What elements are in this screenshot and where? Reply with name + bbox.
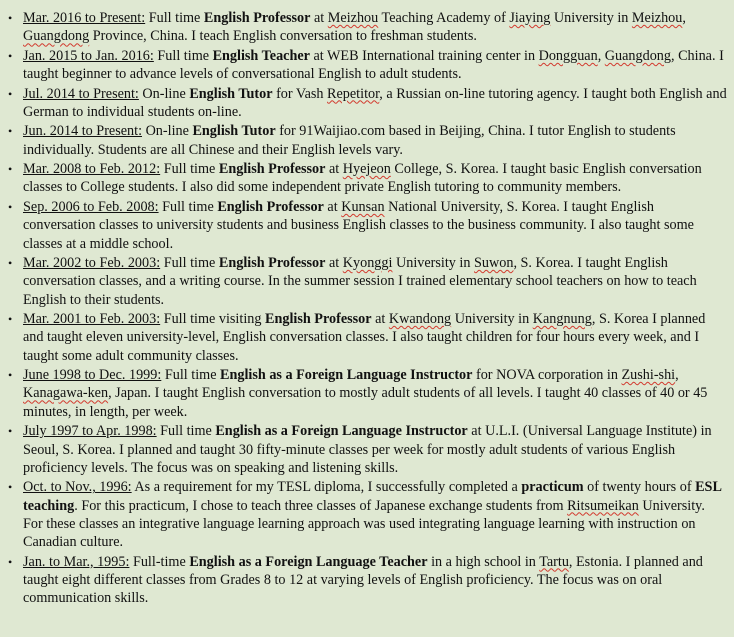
- entry-text: , Estonia. I planned and taught eight different classes from Grades 8 to 12 at varying levels of English proficiency. The focus was on oral communication skills.: [23, 553, 703, 607]
- bullet-icon: •: [8, 424, 13, 439]
- entry-date: Jun. 2014 to Present:: [23, 123, 143, 140]
- entry-text: Kangnung: [532, 311, 592, 328]
- list-item: [4, 366, 728, 421]
- entry-text: Meizhou: [327, 10, 379, 26]
- bullet-icon: •: [8, 48, 13, 63]
- entry-role: ESL teaching: [23, 479, 722, 514]
- entry-text: Kanagawa-ken: [23, 385, 109, 402]
- entry-text: at WEB International training center in: [309, 47, 539, 64]
- entry-role: English as a Foreign Language Teacher: [189, 553, 428, 570]
- entry-text: , S. Korea I planned and taught eleven university-level, English conversation classes. I also taught children for four hours every week, and I taught some adult community classes.: [23, 311, 706, 364]
- entry-text: National University, S. Korea. I taught English conversation classes to university students and business English classes to the business community. I also taught some classes at a middle school.: [23, 198, 694, 252]
- entry-role: English Professor: [203, 10, 311, 26]
- bullet-icon: •: [8, 368, 13, 383]
- entry-text: Kyonggi: [342, 254, 393, 271]
- entry-date: Sep. 2006 to Feb. 2008:: [23, 198, 159, 215]
- entry-text: Jiaying: [509, 10, 551, 26]
- list-item: [4, 47, 728, 84]
- entry-date: Mar. 2002 to Feb. 2003:: [23, 254, 161, 271]
- entry-role: English Professor: [218, 161, 326, 178]
- entry-text: for Vash: [272, 85, 328, 102]
- entry-text: Guangdong: [23, 28, 90, 45]
- bullet-icon: •: [8, 312, 13, 327]
- entry-text: at U.L.I. (Universal Language Institute) in Seoul, S. Korea. I planned and taught 30 fifty-minute classes per week for mostly adult students of various English proficiency levels. The focus was on speaking and listening skills.: [23, 423, 712, 476]
- entry-text: . For this practicum, I chose to teach three classes of Japanese exchange students from: [74, 497, 568, 514]
- entry-role: English Professor: [265, 311, 372, 328]
- entry-text: of twenty hours of: [583, 479, 696, 496]
- entry-text: Full time visiting: [160, 311, 265, 328]
- entry-text: Meizhou: [631, 10, 683, 26]
- list-item: [4, 478, 728, 551]
- entry-date: Oct. to Nov., 1996:: [23, 479, 132, 496]
- bullet-icon: •: [8, 199, 13, 214]
- entry-text: Full time: [161, 367, 221, 384]
- entry-text: Hyejeon: [342, 161, 391, 178]
- entry-text: ,: [675, 367, 679, 384]
- list-item: [4, 9, 728, 46]
- entry-role: English Professor: [217, 198, 324, 215]
- entry-text: , China. I taught beginner to advance levels of conversational English to adult students.: [23, 47, 724, 83]
- entry-text: Full time: [160, 161, 219, 178]
- entry-text: at: [325, 161, 343, 178]
- entry-text: On-line: [142, 123, 193, 140]
- entry-text: Guangdong: [604, 47, 671, 64]
- entry-text: Province, China. I teach English conversation to freshman students.: [89, 28, 477, 45]
- entry-text: Repetitor: [327, 85, 380, 102]
- bullet-icon: •: [8, 124, 13, 139]
- entry-text: College, S. Korea. I taught basic English conversation classes to College students. I also did some independent private English tutoring to community members.: [23, 161, 702, 196]
- entry-date: July 1997 to Apr. 1998:: [23, 423, 157, 440]
- entry-text: , a Russian on-line tutoring agency. I taught both English and German to individual students on-line.: [23, 85, 727, 120]
- entry-text: Kunsan: [341, 198, 385, 215]
- entry-text: Full time: [160, 254, 219, 271]
- entry-text: Full-time: [129, 553, 190, 570]
- entry-date: Jan. to Mar., 1995:: [23, 553, 130, 570]
- entry-role: English as a Foreign Language Instructor: [215, 423, 468, 440]
- entry-text: Dongguan: [538, 47, 598, 64]
- entry-role: English Tutor: [192, 123, 276, 140]
- list-item: [4, 310, 728, 365]
- entry-text: Tartu: [539, 553, 569, 570]
- entry-text: Kwandong: [388, 311, 452, 328]
- entry-text: ,: [682, 10, 686, 26]
- entry-text: Suwon: [474, 254, 514, 271]
- entry-text: University. For these classes an integrative language learning approach was used integrating language learning with instruction on Canadian culture.: [23, 497, 705, 551]
- bullet-icon: •: [8, 480, 13, 495]
- list-item: [4, 85, 728, 122]
- entry-text: for NOVA corporation in: [472, 367, 622, 384]
- bullet-icon: •: [8, 86, 13, 101]
- entry-text: Full time: [156, 423, 216, 440]
- entry-text: Full time: [145, 10, 204, 26]
- list-item: [4, 198, 728, 253]
- entry-text: in a high school in: [427, 553, 540, 570]
- entry-date: Jul. 2014 to Present:: [23, 85, 139, 102]
- entry-role: English Professor: [218, 254, 326, 271]
- entry-role: English Teacher: [212, 47, 310, 64]
- entry-text: Full time: [153, 47, 213, 64]
- entry-text: , S. Korea. I taught English conversation classes, and a writing course. In the summer session I trained elementary school teachers on how to teach English to their students.: [23, 254, 697, 308]
- list-item: [4, 422, 728, 477]
- list-item: [4, 254, 728, 309]
- entry-date: Mar. 2016 to Present:: [23, 10, 146, 26]
- entry-role: English Tutor: [189, 85, 273, 102]
- bullet-icon: •: [8, 11, 13, 25]
- bullet-icon: •: [8, 255, 13, 270]
- entry-text: at: [323, 198, 342, 215]
- entry-role: English as a Foreign Language Instructor: [220, 367, 473, 384]
- entry-date: Mar. 2001 to Feb. 2003:: [23, 311, 161, 328]
- entry-date: June 1998 to Dec. 1999:: [23, 367, 162, 384]
- experience-list: [4, 9, 728, 608]
- entry-text: at: [325, 254, 343, 271]
- bullet-icon: •: [8, 554, 13, 569]
- entry-date: Mar. 2008 to Feb. 2012:: [23, 161, 161, 178]
- entry-text: Teaching Academy of: [378, 10, 510, 26]
- entry-text: , Japan. I taught English conversation to mostly adult students of all levels. I taught 40 classes of 40 or 45 minutes, in length, per week.: [23, 385, 708, 420]
- bullet-icon: •: [8, 162, 13, 177]
- entry-text: University in: [550, 10, 632, 26]
- list-item: [4, 553, 728, 608]
- entry-text: On-line: [138, 85, 190, 102]
- list-item: [4, 122, 728, 159]
- entry-text: As a requirement for my TESL diploma, I successfully completed a: [131, 479, 522, 496]
- entry-text: at: [310, 10, 328, 26]
- list-item: [4, 160, 728, 197]
- entry-text: Full time: [158, 198, 218, 215]
- entry-text: University in: [451, 311, 533, 328]
- entry-role: practicum: [521, 479, 584, 496]
- entry-text: ,: [597, 47, 605, 64]
- entry-text: at: [371, 311, 389, 328]
- entry-date: Jan. 2015 to Jan. 2016:: [23, 47, 154, 64]
- entry-text: Ritsumeikan: [567, 497, 639, 514]
- entry-text: University in: [392, 254, 475, 271]
- entry-text: Zushi-shi: [621, 367, 676, 384]
- entry-text: for 91Waijiao.com based in Beijing, China. I tutor English to students individually. Students are all Chinese and their English levels vary.: [23, 123, 676, 158]
